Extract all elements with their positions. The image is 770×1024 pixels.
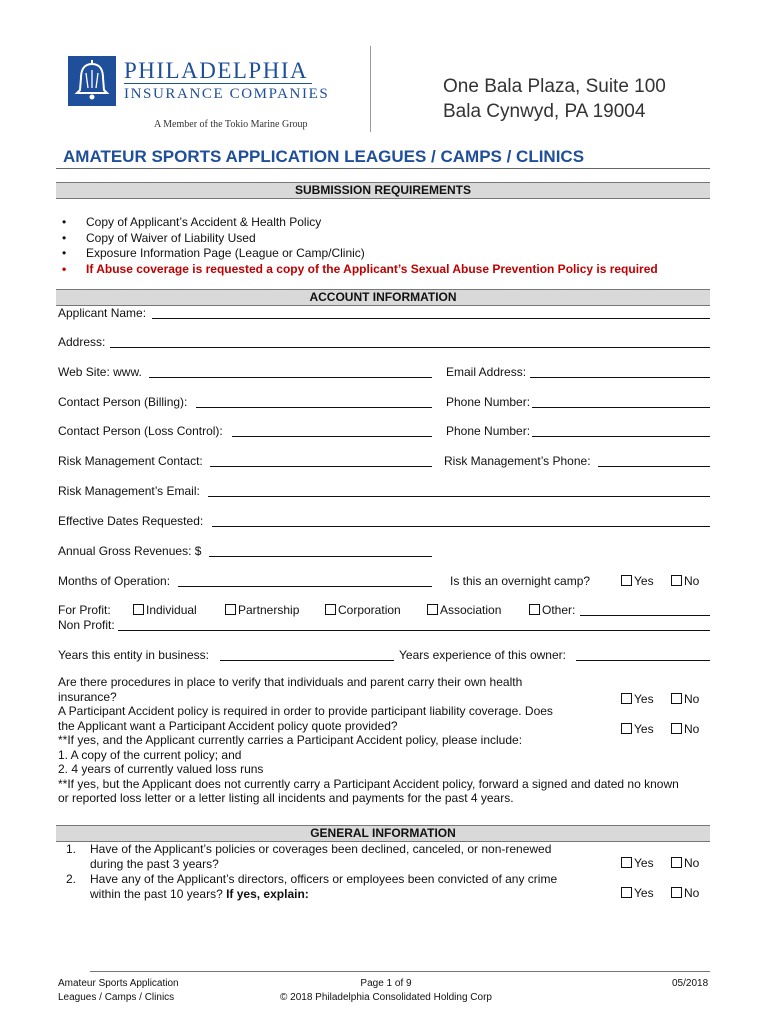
years-owner-field[interactable] [576, 660, 710, 661]
contact-billing-field[interactable] [196, 407, 432, 408]
months-operation-label: Months of Operation: [58, 574, 171, 588]
no-label: No [684, 722, 700, 736]
email-field[interactable] [530, 377, 710, 378]
note-line: 1. A copy of the current policy; and [58, 747, 242, 762]
entity-partnership-option[interactable] [225, 603, 299, 617]
checkbox[interactable] [621, 887, 632, 898]
applicant-name-field[interactable] [152, 318, 710, 319]
entity-individual-option[interactable] [133, 603, 197, 617]
risk-email-label: Risk Management’s Email: [58, 484, 200, 498]
checkbox[interactable] [529, 604, 540, 615]
option-label: Partnership [238, 603, 300, 617]
question-text: within the past 10 years? [90, 886, 227, 901]
section-account-heading: ACCOUNT INFORMATION [56, 289, 710, 306]
contact-loss-label: Contact Person (Loss Control): [58, 424, 223, 438]
question-line [90, 887, 557, 902]
effective-dates-label: Effective Dates Requested: [58, 514, 204, 528]
address-line-1: One Bala Plaza, Suite 100 [443, 76, 666, 97]
copyright: © 2018 Philadelphia Consolidated Holding Corp [280, 992, 492, 1003]
question-line: the Applicant want a Participant Accident policy quote provided? [58, 718, 398, 733]
address-line-2: Bala Cynwyd, PA 19004 [443, 101, 646, 122]
risk-contact-label: Risk Management Contact: [58, 454, 203, 468]
q2-number: 2. [66, 872, 77, 886]
checkbox[interactable] [671, 723, 682, 734]
list-item: • Copy of Applicant’s Accident & Health Policy [62, 215, 658, 231]
applicant-name-label: Applicant Name: [58, 306, 147, 320]
checkbox[interactable] [325, 604, 336, 615]
checkbox[interactable] [427, 604, 438, 615]
list-item-abuse-warning: • If Abuse coverage is requested a copy of the Applicant’s Sexual Abuse Prevention Policy is required [62, 262, 658, 278]
list-item: • Exposure Information Page (League or Camp/Clinic) [62, 246, 658, 262]
footer-center [276, 977, 496, 1005]
note-line: or reported loss letter or a letter listing all incidents and payments for the past 4 years. [58, 791, 514, 805]
years-business-field[interactable] [220, 660, 394, 661]
question-line: Have any of the Applicant’s directors, officers or employees been convicted of any crime [90, 872, 558, 886]
question-line: during the past 3 years? [90, 856, 219, 871]
contact-loss-field[interactable] [232, 436, 432, 437]
list-item: • Copy of Waiver of Liability Used [62, 231, 658, 247]
risk-phone-label: Risk Management’s Phone: [444, 454, 591, 468]
risk-contact-field[interactable] [210, 466, 432, 467]
gross-revenues-field[interactable] [209, 556, 432, 557]
non-profit-label: Non Profit: [58, 618, 115, 632]
entity-other-option[interactable] [529, 603, 575, 617]
footer-form-subname: Leagues / Camps / Clinics [58, 992, 175, 1003]
gross-revenues-label: Annual Gross Revenues: $ [58, 544, 202, 558]
liberty-bell-icon [68, 56, 116, 106]
checkbox[interactable] [133, 604, 144, 615]
entity-corporation-option[interactable] [325, 603, 401, 617]
page-title: AMATEUR SPORTS APPLICATION LEAGUES / CAMPS / CLINICS [63, 147, 585, 166]
non-profit-field[interactable] [118, 630, 710, 631]
risk-email-field[interactable] [208, 496, 710, 497]
submission-list [62, 215, 658, 277]
checkbox[interactable] [671, 693, 682, 704]
option-label: Individual [146, 603, 197, 617]
page-number: Page 1 of 9 [360, 978, 412, 989]
section-submission-heading: SUBMISSION REQUIREMENTS [56, 182, 710, 199]
checkbox[interactable] [621, 723, 632, 734]
phone-loss-label: Phone Number: [446, 424, 531, 438]
years-business-label: Years this entity in business: [58, 648, 209, 662]
contact-billing-label: Contact Person (Billing): [58, 395, 188, 409]
yes-label: Yes [634, 722, 654, 736]
yes-label: Yes [634, 692, 654, 706]
q2-text [90, 872, 557, 901]
entity-association-option[interactable] [427, 603, 501, 617]
logo-subname: INSURANCE COMPANIES [124, 86, 330, 102]
footer-left [58, 977, 179, 1005]
overnight-no-option[interactable] [671, 574, 699, 588]
effective-dates-field[interactable] [212, 526, 710, 527]
footer-form-name: Amateur Sports Application [58, 978, 179, 989]
yes-label: Yes [634, 886, 654, 900]
procedures-no-option[interactable] [671, 692, 699, 706]
no-label: No [684, 692, 700, 706]
no-label: No [684, 886, 700, 900]
phone-loss-field[interactable] [532, 436, 710, 437]
overnight-camp-question: Is this an overnight camp? [450, 574, 591, 588]
question-line: A Participant Accident policy is required in order to provide participant liability coverage. Does [58, 704, 553, 718]
entity-other-field[interactable] [580, 615, 710, 616]
years-owner-label: Years experience of this owner: [399, 648, 566, 662]
logo-rule [124, 83, 312, 84]
no-label: No [684, 574, 700, 588]
option-label: Other: [542, 603, 576, 617]
address-field[interactable] [110, 347, 710, 348]
overnight-yes-option[interactable] [621, 574, 654, 588]
checkbox[interactable] [621, 575, 632, 586]
checkbox[interactable] [621, 693, 632, 704]
for-profit-label: For Profit: [58, 603, 111, 617]
checkbox[interactable] [671, 887, 682, 898]
phone-billing-label: Phone Number: [446, 395, 531, 409]
option-label: Association [440, 603, 502, 617]
q2-no-option[interactable] [671, 886, 699, 900]
address-label: Address: [58, 335, 106, 349]
phone-billing-field[interactable] [532, 407, 710, 408]
pa-quote-yes-option[interactable] [621, 722, 654, 736]
website-label: Web Site: www. [58, 365, 142, 379]
section-general-heading: GENERAL INFORMATION [56, 825, 710, 842]
procedures-yes-option[interactable] [621, 692, 654, 706]
procedures-question [58, 675, 679, 806]
checkbox[interactable] [671, 857, 682, 868]
option-label: Corporation [338, 603, 401, 617]
company-logo [68, 56, 328, 136]
note-line: **If yes, but the Applicant does not currently carry a Participant Accident policy, forward a signed and dated no known [58, 776, 679, 791]
q1-text [90, 842, 551, 871]
header-divider [370, 46, 371, 132]
checkbox[interactable] [671, 575, 682, 586]
footer-rule [90, 971, 710, 972]
email-label: Email Address: [446, 365, 527, 379]
website-field[interactable] [149, 377, 432, 378]
question-line: insurance? [58, 689, 117, 704]
question-line: Are there procedures in place to verify that individuals and parent carry their own health [58, 675, 523, 689]
q1-no-option[interactable] [671, 856, 699, 870]
no-label: No [684, 856, 700, 870]
q1-number: 1. [66, 842, 77, 856]
title-rule [56, 168, 710, 169]
logo-tagline: A Member of the Tokio Marine Group [154, 119, 308, 130]
yes-label: Yes [634, 856, 654, 870]
yes-label: Yes [634, 574, 654, 588]
checkbox[interactable] [621, 857, 632, 868]
company-address [443, 74, 666, 124]
checkbox[interactable] [225, 604, 236, 615]
risk-phone-field[interactable] [598, 466, 710, 467]
question-line: Have of the Applicant’s policies or coverages been declined, canceled, or non-renewed [90, 842, 552, 856]
footer-date: 05/2018 [672, 978, 709, 989]
note-line: **If yes, and the Applicant currently carries a Participant Accident policy, please include: [58, 733, 523, 747]
q1-yes-option[interactable] [621, 856, 654, 870]
logo-name: PHILADELPHIA [124, 58, 309, 83]
pa-quote-no-option[interactable] [671, 722, 699, 736]
explain-prompt: If yes, explain: [226, 886, 309, 901]
note-line: 2. 4 years of currently valued loss runs [58, 762, 264, 776]
months-operation-field[interactable] [178, 586, 432, 587]
q2-yes-option[interactable] [621, 886, 654, 900]
